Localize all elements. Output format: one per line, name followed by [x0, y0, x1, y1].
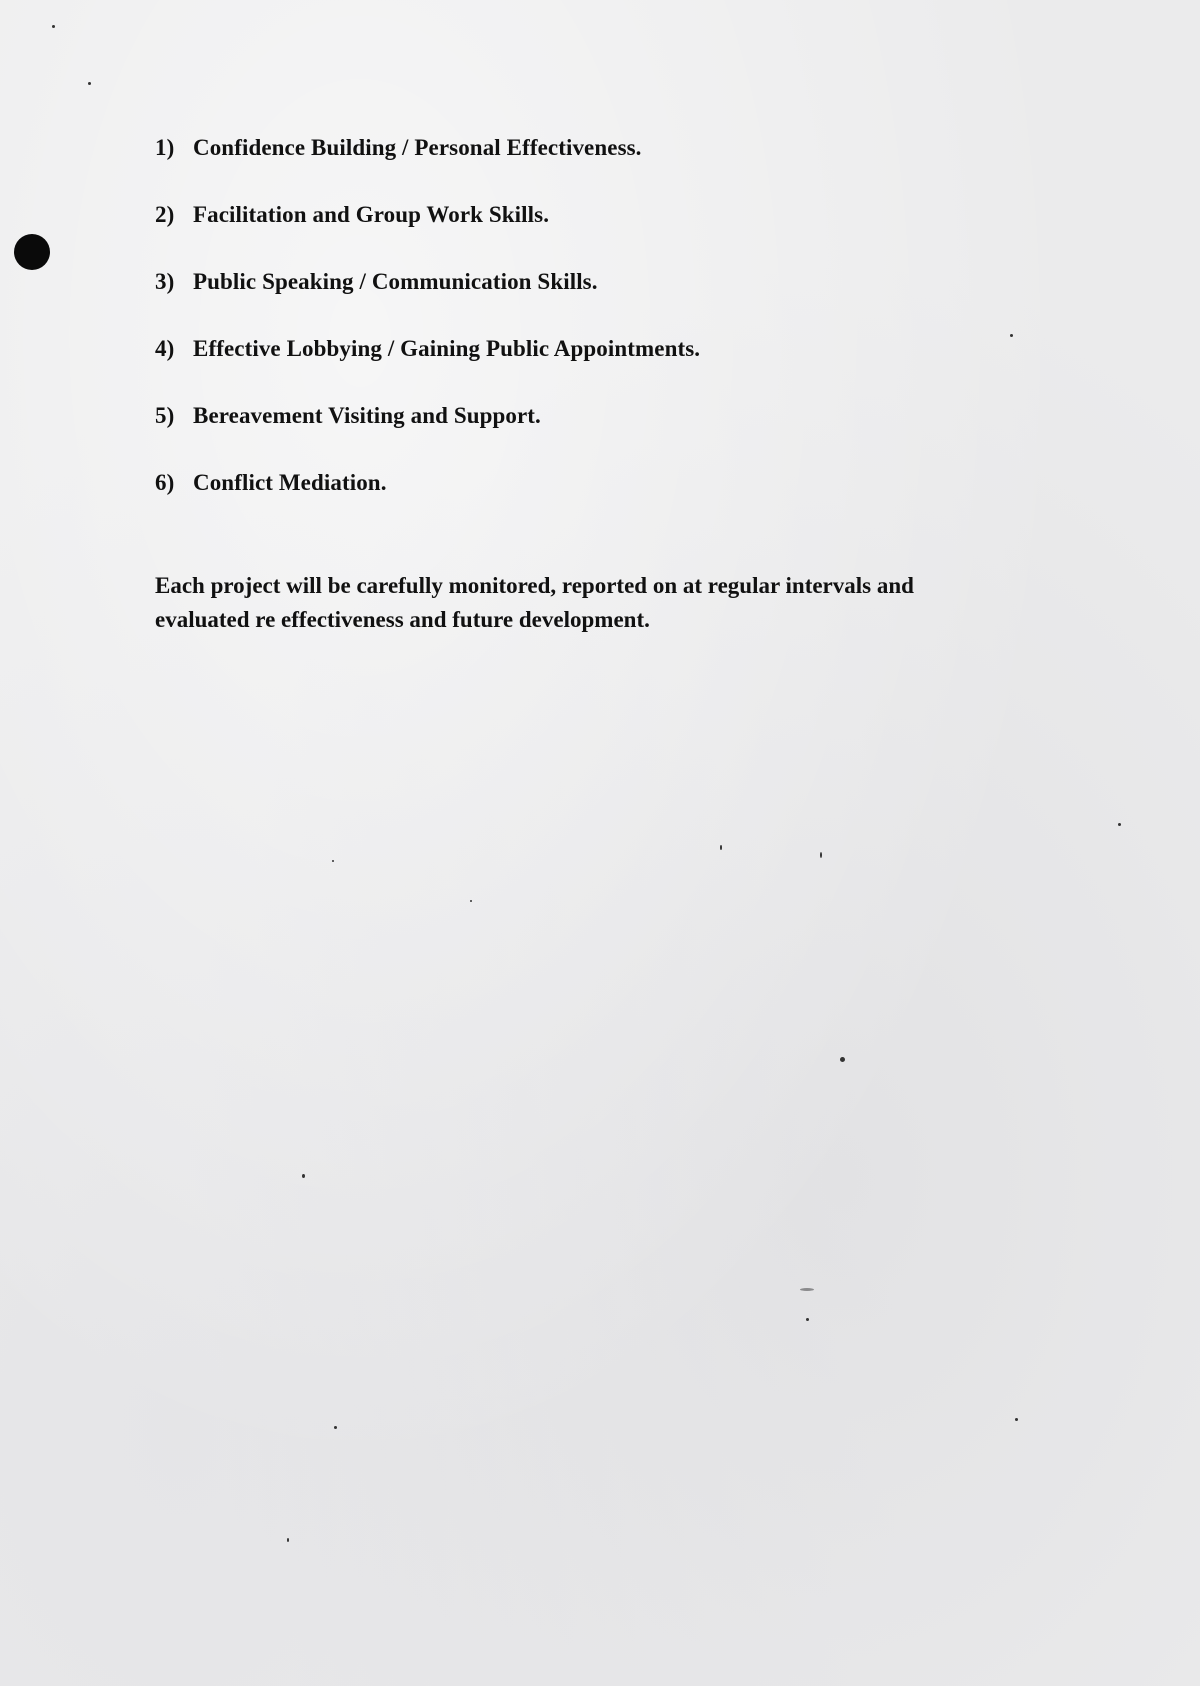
scan-speck — [470, 900, 472, 902]
list-item-text: Conflict Mediation. — [193, 470, 387, 495]
scan-speck — [720, 845, 722, 850]
list-item-text: Bereavement Visiting and Support. — [193, 403, 541, 428]
scan-speck — [800, 1288, 814, 1291]
scan-speck — [332, 860, 334, 862]
scan-speck — [806, 1318, 809, 1321]
scan-speck — [1010, 334, 1013, 337]
list-item — [155, 401, 700, 468]
list-item-text: Facilitation and Group Work Skills. — [193, 202, 550, 227]
scan-speck — [52, 25, 55, 28]
scan-speck — [840, 1057, 845, 1062]
list-item — [155, 133, 700, 200]
list-item-text: Effective Lobbying / Gaining Public Appointments. — [193, 336, 701, 361]
list-item-number: 6) — [155, 470, 175, 495]
closing-paragraph: Each project will be carefully monitored, reported on at regular intervals and evaluated re effectiveness and future development. — [155, 573, 914, 632]
scan-speck — [287, 1538, 289, 1542]
list-item-number: 5) — [155, 403, 175, 428]
punch-hole-mark — [14, 234, 50, 270]
training-topics-list — [155, 133, 700, 535]
scan-speck — [1118, 823, 1121, 826]
scan-speck — [334, 1426, 337, 1429]
scan-speck — [302, 1174, 305, 1178]
list-item — [155, 200, 700, 267]
scan-speck — [1015, 1418, 1018, 1421]
list-item-text: Public Speaking / Communication Skills. — [193, 269, 598, 294]
list-item — [155, 468, 700, 535]
list-item — [155, 334, 700, 401]
list-item-number: 4) — [155, 336, 175, 361]
list-item-number: 2) — [155, 202, 175, 227]
scan-speck — [88, 82, 91, 85]
list-item — [155, 267, 700, 334]
list-item-number: 3) — [155, 269, 175, 294]
scan-speck — [820, 852, 822, 858]
list-item-text: Confidence Building / Personal Effectiveness. — [193, 135, 642, 160]
list-item-number: 1) — [155, 135, 175, 160]
